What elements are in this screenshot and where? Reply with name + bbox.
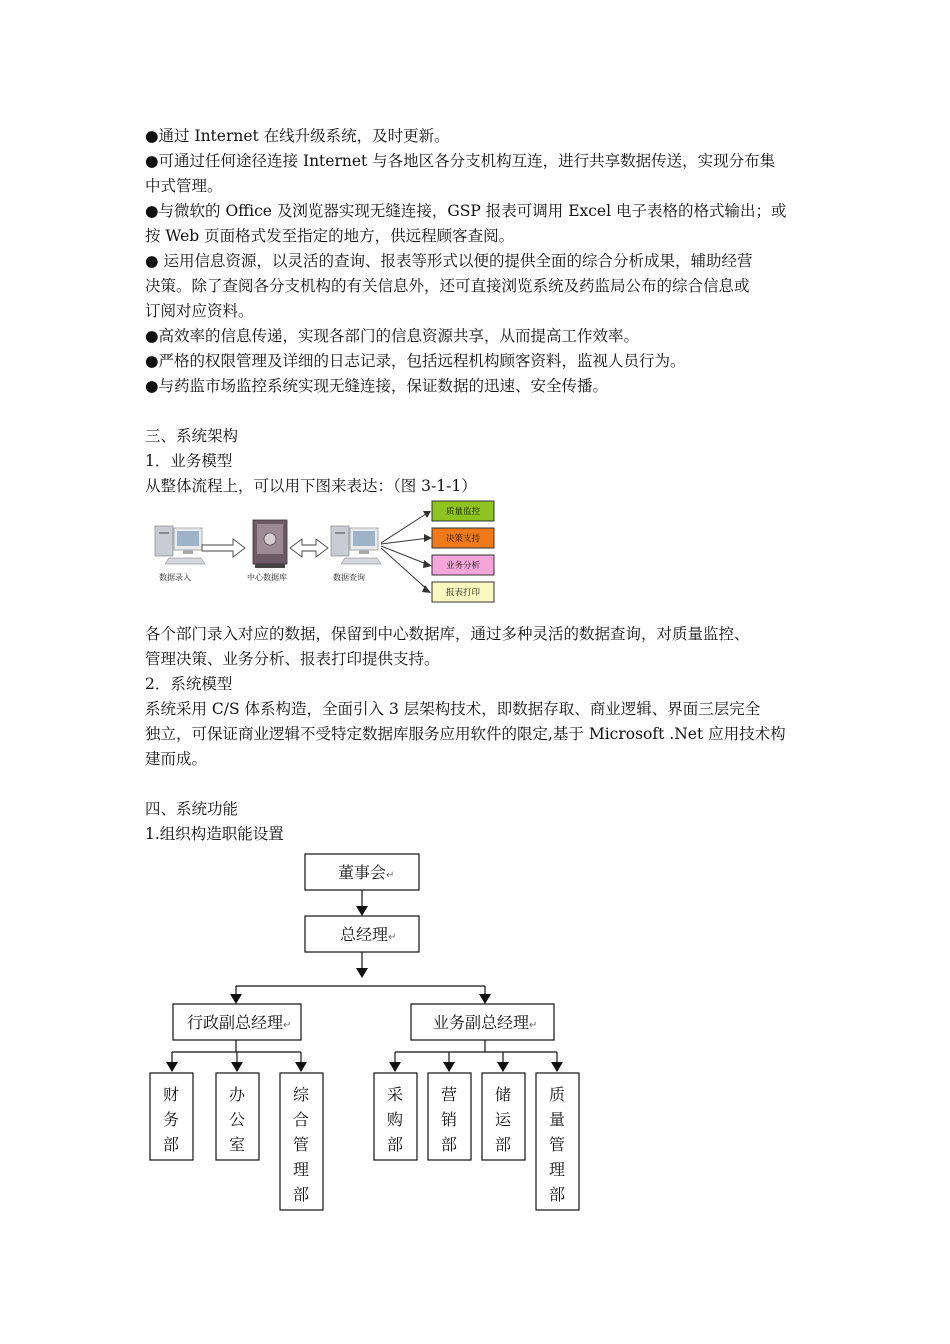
- system-model-line3: 建而成。: [145, 750, 208, 768]
- return-mark-icon: ↵: [283, 1020, 292, 1031]
- return-mark-icon: ↵: [388, 932, 397, 943]
- bullet-office-integration: ●与微软的 Office 及浏览器实现无缝连接，GSP 报表可调用 Excel 电子表格的格式输出；或: [145, 202, 787, 220]
- org-dept-label: 质量管理部: [548, 1085, 566, 1204]
- bullet-info-resources: ● 运用信息资源，以灵活的查询、报表等形式以便的提供全面的综合分析成果，辅助经营: [145, 252, 753, 270]
- section3-sub1: 1．业务模型: [145, 452, 233, 470]
- bullet-branch-connect-cont: 中式管理。: [145, 177, 223, 195]
- section4-sub1: 1.组织构造职能设置: [145, 825, 284, 843]
- arrow-right-icon: [202, 539, 245, 557]
- section3-heading: 三、系统架构: [145, 427, 239, 445]
- org-dept-label: 采购部: [386, 1085, 404, 1154]
- business-flow-diagram: [145, 498, 505, 608]
- org-gm-label: 总经理↵: [340, 925, 397, 944]
- section4-heading: 四、系统功能: [145, 800, 239, 818]
- system-model-line2: 独立，可保证商业逻辑不受特定数据库服务应用软件的限定,基于 Microsoft .Net 应用技术构: [145, 725, 786, 743]
- bullet-info-resources-cont2: 订阅对应资料。: [145, 302, 254, 320]
- org-admin-vp-label: 行政副总经理↵: [187, 1013, 292, 1032]
- bullet-online-upgrade: ●通过 Internet 在线升级系统，及时更新。: [145, 127, 450, 145]
- section3-sub2: 2．系统模型: [145, 675, 233, 693]
- computer-icon: [155, 526, 205, 564]
- org-biz-vp-label: 业务副总经理↵: [433, 1013, 538, 1032]
- bullet-efficiency: ●高效率的信息传递，实现各部门的信息资源共享，从而提高工作效率。: [145, 327, 640, 345]
- flow-description-line2: 管理决策、业务分析、报表打印提供支持。: [145, 650, 440, 668]
- fan-out-arrows: [381, 512, 429, 591]
- return-mark-icon: ↵: [529, 1020, 538, 1031]
- flow-node-central-db: 中心数据库: [247, 573, 287, 582]
- flow-node-data-entry: 数据录入: [159, 573, 191, 582]
- org-board-label: 董事会↵: [338, 863, 395, 882]
- org-dept-label: 财务部: [162, 1085, 180, 1154]
- database-icon: [253, 520, 287, 568]
- flow-description-line1: 各个部门录入对应的数据，保留到中心数据库，通过多种灵活的数据查询，对质量监控、: [145, 625, 750, 643]
- output-quality-label: 质量监控: [446, 507, 481, 517]
- output-analysis-label: 业务分析: [446, 561, 481, 571]
- section3-intro: 从整体流程上，可以用下图来表达：（图 3-1-1）: [145, 477, 477, 495]
- bullet-permissions: ●严格的权限管理及详细的日志记录，包括远程机构顾客资料，监视人员行为。: [145, 352, 686, 370]
- arrow-bidirectional-icon: [290, 539, 328, 557]
- bullet-branch-connect: ●可通过任何途径连接 Internet 与各地区各分支机构互连，进行共享数据传送，实现分布集: [145, 152, 776, 170]
- org-dept-label: 办公室: [228, 1085, 246, 1154]
- computer-icon: [331, 526, 381, 564]
- system-model-line1: 系统采用 C/S 体系构造，全面引入 3 层架构技术，即数据存取、商业逻辑、界面三层完全: [145, 700, 761, 718]
- output-decision-label: 决策支持: [446, 534, 481, 544]
- bullet-info-resources-cont: 决策。除了查阅各分支机构的有关信息外，还可直接浏览系统及药监局公布的综合信息或: [145, 277, 750, 295]
- org-chart: [140, 848, 590, 1218]
- flow-node-data-query: 数据查询: [333, 573, 365, 582]
- org-dept-label: 综合管理部: [292, 1085, 310, 1204]
- org-dept-label: 营销部: [440, 1085, 458, 1154]
- bullet-office-integration-cont: 按 Web 页面格式发至指定的地方，供远程顾客查阅。: [145, 227, 515, 245]
- org-dept-label: 储运部: [494, 1085, 512, 1154]
- output-report-label: 报表打印: [446, 588, 481, 598]
- return-mark-icon: ↵: [386, 870, 395, 881]
- bullet-market-monitor: ●与药监市场监控系统实现无缝连接，保证数据的迅速、安全传播。: [145, 377, 609, 395]
